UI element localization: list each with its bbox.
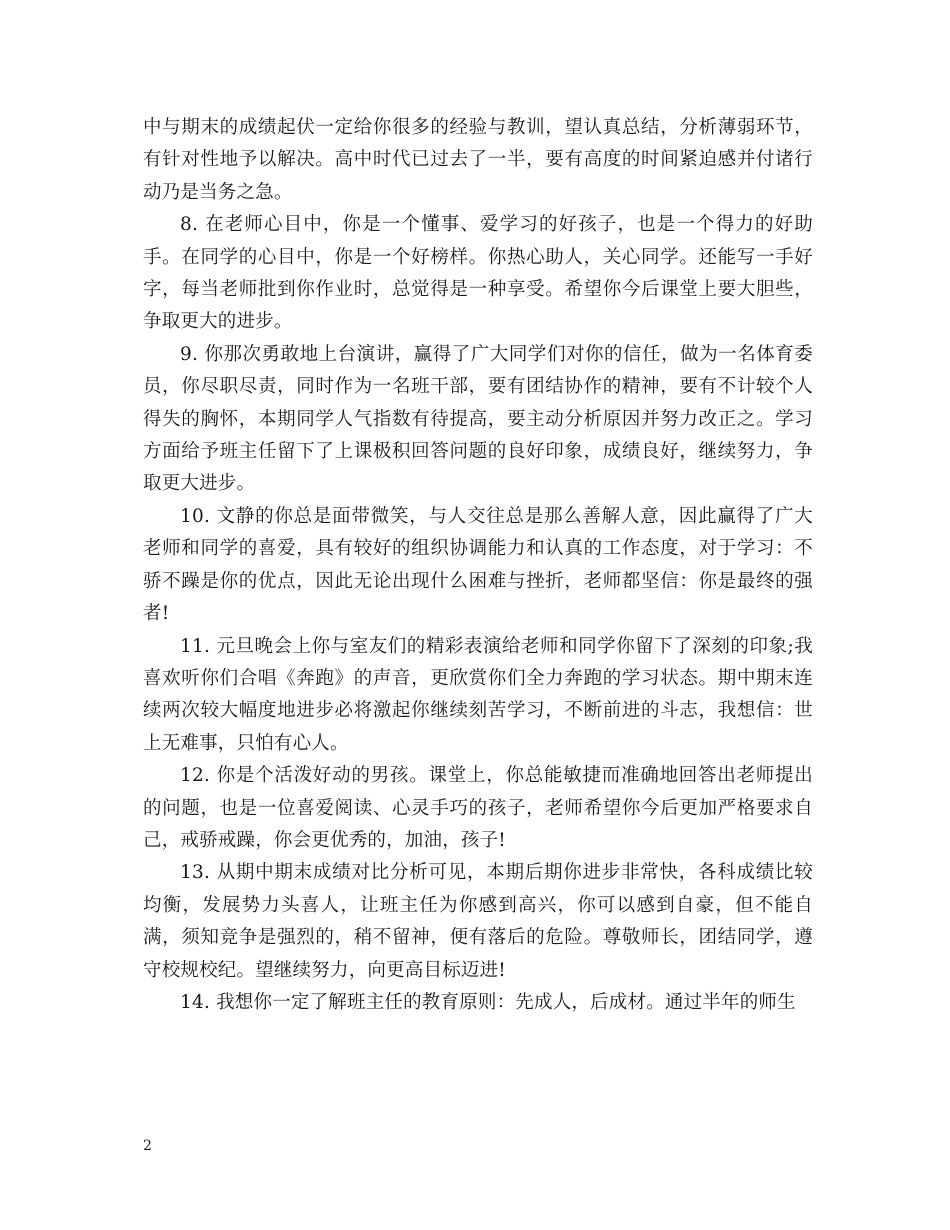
paragraph-8: 14. 我想你一定了解班主任的教育原则：先成人，后成材。通过半年的师生: [180, 991, 796, 1013]
paragraph-3: 9. 你那次勇敢地上台演讲，赢得了广大同学们对你的信任，做为一名体育委员，你尽职尽责，同时作为一名班干部，要有团结协作的精神，要有不计较个人得失的胸怀，本期同学人气指数有待提高，要主动分析原因并努力改正之。学习方面给予班主任留下了上课极积回答问题的良好印象，成绩良好，继续努力，争取更大进步。: [143, 343, 813, 495]
page-number: 2: [143, 1138, 152, 1154]
paragraph-2: 8. 在老师心目中，你是一个懂事、爱学习的好孩子，也是一个得力的好助手。在同学的心目中，你是一个好榜样。你热心助人，关心同学。还能写一手好字，每当老师批到你作业时，总觉得是一种享受。希望你今后课堂上要大胆些，争取更大的进步。: [143, 214, 813, 333]
paragraph-6: 12. 你是个活泼好动的男孩。课堂上，你总能敏捷而准确地回答出老师提出的问题，也是一位喜爱阅读、心灵手巧的孩子，老师希望你今后更加严格要求自己，戒骄戒躁，你会更优秀的，加油，孩子!: [143, 765, 813, 851]
paragraph-4: 10. 文静的你总是面带微笑，与人交往总是那么善解人意，因此赢得了广大老师和同学的喜爱，具有较好的组织协调能力和认真的工作态度，对于学习：不骄不躁是你的优点，因此无论出现什么困难与挫折，老师都坚信：你是最终的强者!: [143, 505, 813, 625]
paragraph-7: 13. 从期中期末成绩对比分析可见，本期后期你进步非常快，各科成绩比较均衡，发展势力头喜人，让班主任为你感到高兴，你可以感到自豪，但不能自满，须知竞争是强烈的，稍不留神，便有落后的危险。尊敬师长，团结同学，遵守校规校纪。望继续努力，向更高目标迈进!: [143, 862, 813, 981]
document-body: [143, 112, 813, 1019]
paragraph-5: 11. 元旦晚会上你与室友们的精彩表演给老师和同学你留下了深刻的印象;我喜欢听你们合唱《奔跑》的声音，更欣赏你们全力奔跑的学习状态。期中期末连续两次较大幅度地进步必将激起你继续刻苦学习，不断前进的斗志，我想信：世上无难事，只怕有心人。: [143, 635, 813, 754]
paragraph-1: 中与期末的成绩起伏一定给你很多的经验与教训，望认真总结，分析薄弱环节，有针对性地予以解决。高中时代已过去了一半，要有高度的时间紧迫感并付诸行动乃是当务之急。: [143, 117, 813, 203]
